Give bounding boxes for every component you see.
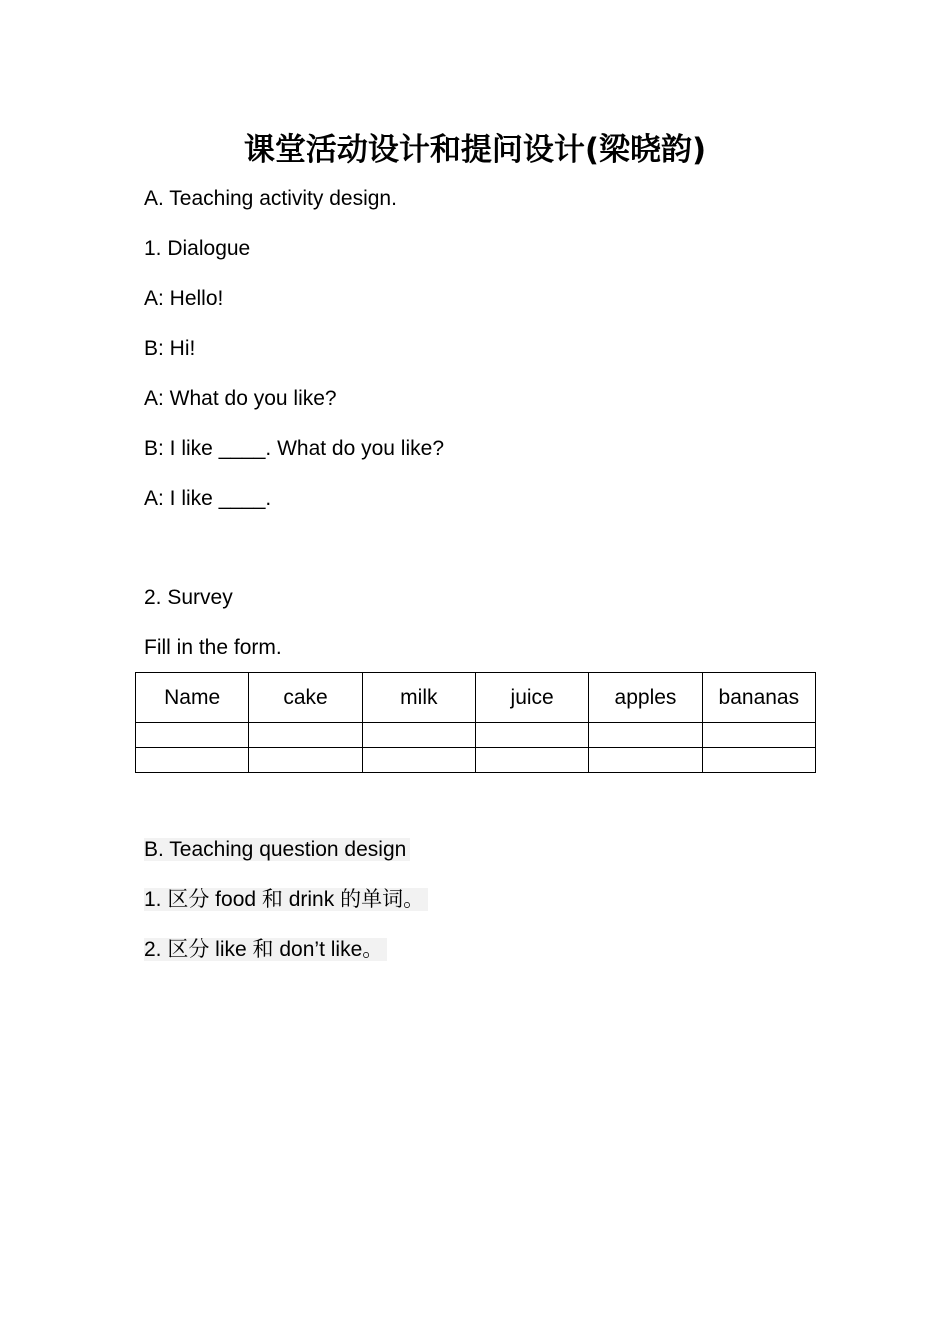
question-text: 1. 区分 food 和 drink 的单词。 [144, 888, 428, 911]
survey-header-cell: bananas [702, 673, 815, 723]
section-b-heading-text: B. Teaching question design [144, 838, 410, 861]
question-text: 2. 区分 like 和 don’t like。 [144, 938, 387, 961]
survey-heading: 2. Survey [144, 586, 233, 609]
survey-instruction: Fill in the form. [144, 636, 282, 659]
section-b-heading [144, 835, 410, 865]
question-item [144, 885, 428, 915]
survey-blank-cell [475, 723, 588, 748]
survey-header-cell: juice [475, 673, 588, 723]
dialogue-line: A: I like ____. [144, 487, 272, 510]
survey-blank-cell [249, 723, 362, 748]
survey-header-row [136, 673, 816, 723]
survey-header-cell: apples [589, 673, 702, 723]
survey-blank-cell [589, 723, 702, 748]
survey-blank-cell [702, 723, 815, 748]
dialogue-line: A: Hello! [144, 287, 224, 310]
survey-header-cell: cake [249, 673, 362, 723]
document-title: 课堂活动设计和提问设计(梁晓韵) [243, 132, 707, 168]
survey-blank-row [136, 748, 816, 773]
survey-header-cell: Name [136, 673, 249, 723]
survey-table [135, 672, 816, 773]
survey-blank-cell [136, 723, 249, 748]
survey-blank-cell [362, 723, 475, 748]
survey-blank-row [136, 723, 816, 748]
survey-header-cell: milk [362, 673, 475, 723]
section-a-heading: A. Teaching activity design. [144, 187, 397, 210]
survey-blank-cell [249, 748, 362, 773]
question-item [144, 935, 387, 965]
survey-blank-cell [475, 748, 588, 773]
dialogue-heading: 1. Dialogue [144, 237, 251, 260]
dialogue-line: B: I like ____. What do you like? [144, 437, 444, 460]
dialogue-line: A: What do you like? [144, 387, 337, 410]
dialogue-line: B: Hi! [144, 337, 196, 360]
survey-blank-cell [362, 748, 475, 773]
survey-blank-cell [702, 748, 815, 773]
survey-blank-cell [589, 748, 702, 773]
survey-blank-cell [136, 748, 249, 773]
